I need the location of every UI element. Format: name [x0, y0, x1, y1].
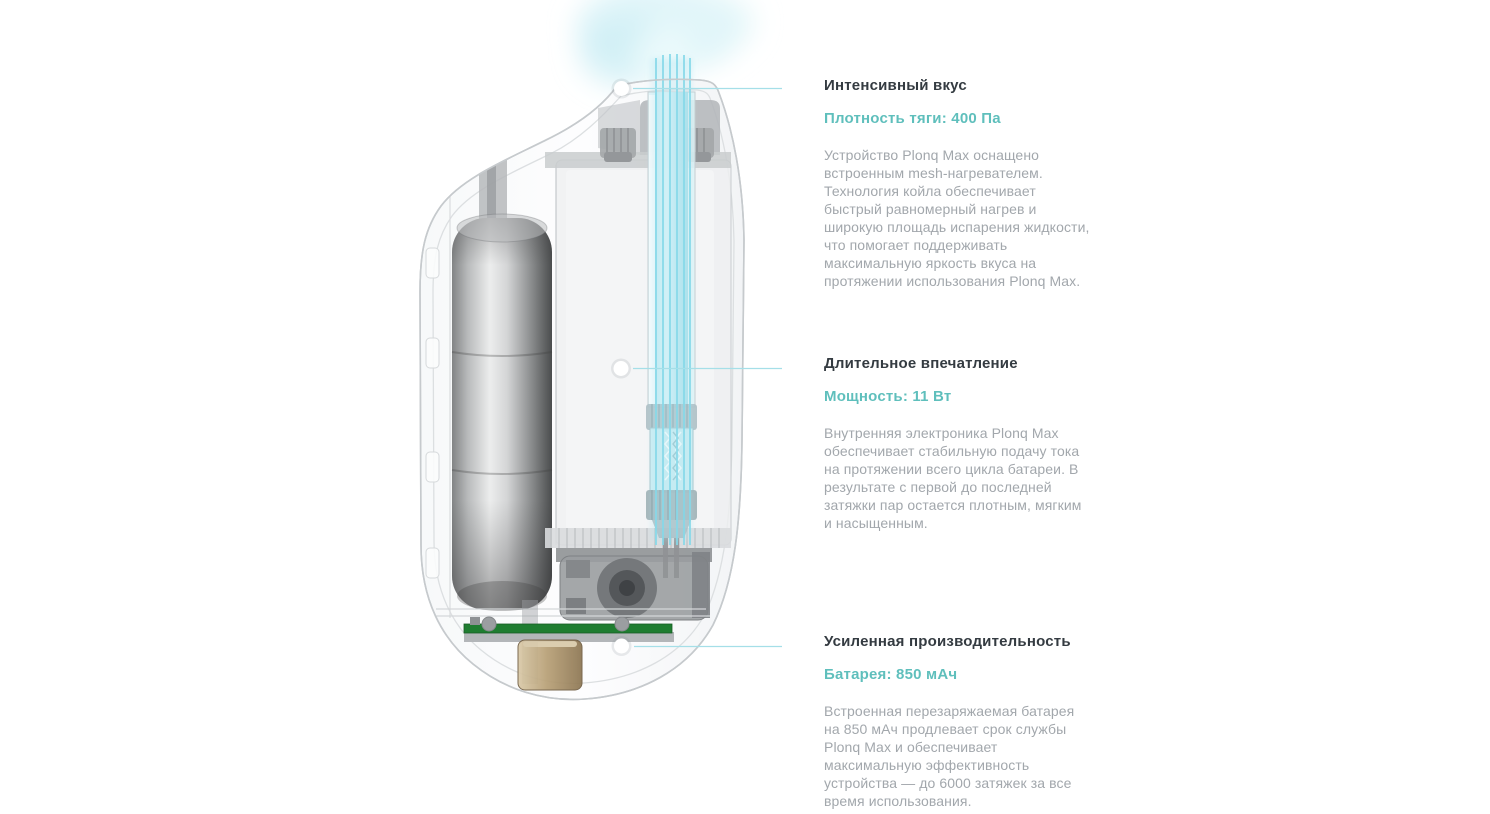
feature-title: Интенсивный вкус — [824, 77, 967, 94]
airflow-streamlines — [651, 54, 692, 545]
battery — [452, 214, 552, 611]
feature-stat: Мощность: 11 Вт — [824, 388, 952, 405]
callout-marker-power — [611, 359, 631, 379]
feature-description: Устройство Plonq Max оснащено встроенным mesh-нагревателем. Технология койла обеспечивает быстрый равномерный нагрев и широкую площадь испарения жидкости, что помогает поддерживать максимальную яркость вкуса на протяжении использования Plonq Max. — [824, 147, 1090, 289]
callout-marker-battery — [612, 636, 632, 656]
feature-section-intense-taste — [824, 77, 1092, 290]
threaded-ring — [545, 528, 731, 548]
feature-stat: Плотность тяги: 400 Па — [824, 110, 1001, 127]
feature-section-long-impression — [824, 355, 1092, 532]
callout-marker-taste — [612, 79, 632, 99]
feature-section-performance — [824, 633, 1092, 810]
feature-title: Усиленная производительность — [824, 633, 1071, 650]
feature-title: Длительное впечатление — [824, 355, 1018, 372]
usb-c-port — [518, 640, 582, 690]
feature-stat: Батарея: 850 мАч — [824, 666, 958, 683]
feature-description: Встроенная перезаряжаемая батарея на 850 мАч продлевает срок службы Plonq Max и обеспечивает максимальную эффективность устройства — до 6000 затяжек за все время использования. — [824, 703, 1075, 809]
liquid-tank — [556, 160, 731, 545]
feature-description: Внутренняя электроника Plonq Max обеспечивает стабильную подачу тока на протяжении всего цикла батареи. В результате с первой до последней затяжки пар остается плотным, мягким и насыщенным. — [824, 425, 1082, 531]
